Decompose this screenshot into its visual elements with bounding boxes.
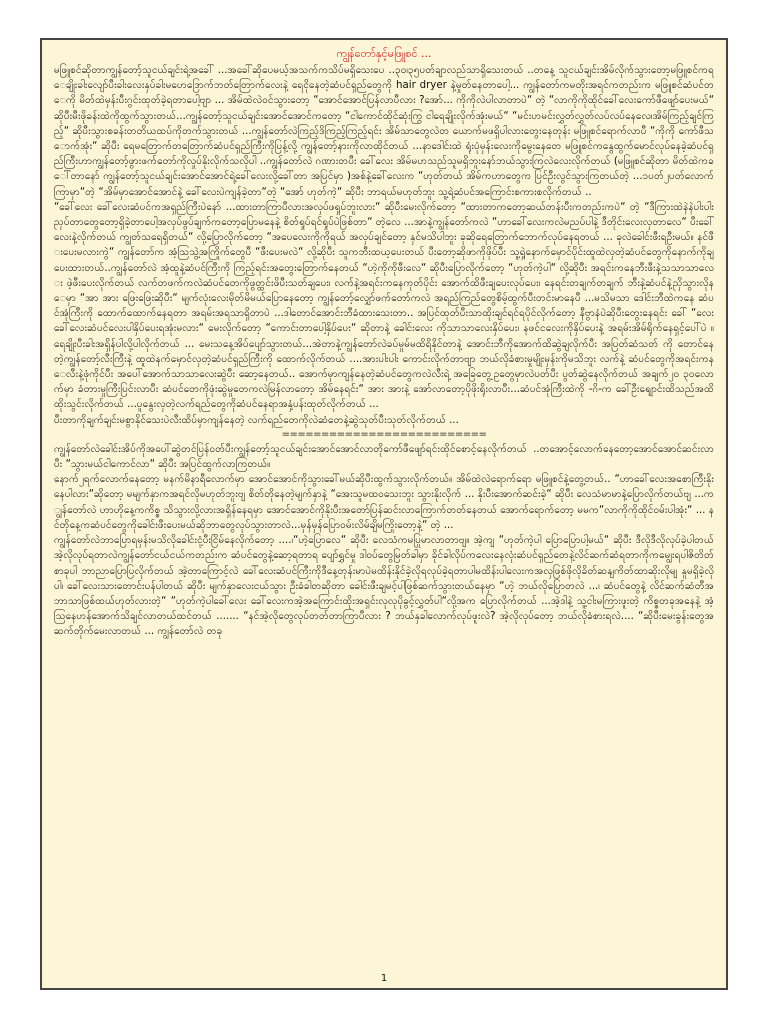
- paragraph: မဖြူစင်ဆိုတာကျွန်တော့်သူငယ်ချင်းရဲ့အခေါ် ...အခေါ်ဆိုပေမယ့်အသက်ကသိပ်မရှိသေးပေ ..၃၀၊၃၅ပတ်ချာလည်သာရှိသေးတယ် ..တနေ့ သူငယ်ချင်းအိမ်လိုက်သွားတော့မဖြူစင်ကရေချိုးခါးလျော်ပီးခါးလေးနှပ်ခါးမဟေဒြောက်ဘတ်တြောက်လေးနဲ့ ရေငိုနေတဲ့ဆံပင်ရှည်တွေကို hair dryer နဲ့မှုတ်နေတာပေါ့... ကျွန်တော်ကမတိုးအရင်ကတည်းက မဖြူစင်ဆံပင်တေကို မိတ်ထဲမှန်းပီးဂွင်းထုတ်ခဲ့ရတာပေါ့ဗျာ ... အိမ်ထဲလဲဝင်သွားတော့ “အောင်အောင်ပြန်လာပီလား ?အော်... ကိုကိုလဲပါလာတာပဲ“ တဲ့ “လာကိုကိုထိုင်ခေါ်လေးကော်ဖီဖျော်ပေးမယ်“ ဆိုပီးမီးဖိုခန်းထဲကိုထွက်သွားတယ်...ကျွန်တော့်သူငယ်ချင်းအောင်အောင်ကတော့ “ငါကောင်ထိုင်ဆုံးကြွ ငါရေချိုးလိုက်အုံးမယ်“ “မင်းဟမင်းလွှတ်လွှတ်လပ်လပ်နေလေ၊အိမ်ကြည့်ချင်ကြည့်“ ဆိုပီးသွားစခန်းတတိယထပ်ကိုတက်သွားတယ် ...ကျွန်တော်လဲကြည့်ဒိကြည့်ကြည့်ရင်း အိမ်သာတွေလဲတ ယောက်မဖရှိပါလားတွေးနေတုန်း မဖြူစင်ရောက်လာပီ “ကိုကို ကော်ဖီသောက်အုံး“ ဆိုပီး ရေမတြောက်တတြောက်ဆံပင်ရှည်ကြီးကိုပြန့်လို့ ကျွန်တော့်နားကိုလာထိုင်တယ် ...နာဒေါင်းထဲ ရုံးပုံမှန်းလေးကိုမွေးနေတေ မဖြူစင်ကနွေထွက်မောင်လုပ်နေခဲ့ဆံပင်ရှည်ကြီးဟာကျွန်တော့်ဖွားဖက်တော်ကိုလှုပ်နိုးလိုက်သလိုပါ ..ကျွန်တော်လဲ ဂဏားတပီး ခေါ်လေး အိမ်မဟသည်သူမရှိဘူးနော်ဘယ်သွားကြလဲလေးလိုက်တယ် (မဖြူစင်ဆိုတာ မိတ်ထဲကခေါ်တာနော် ကျွန်တော့်သူငယ်ချင်းအောင်အောင်ရဲ့ခေါ်လေးလို့ခေါ်တာ အပြင်မှာ )အစ်နဲ့ခေါ်လေးက “ဟုတ်တယ် အိမ်ကဟာတွေက ပြင်ဦးလွင်သွားကြတယ်တဲ့ ...၁ပတ်၂ပတ်လောက်ကြာမှာ“တဲ့ “အိမ်မှာအောင်အောင်နဲ့ ခေါ်လေးပဲကျန်ခဲ့တာ“တဲ့ “အော် ဟုတ်ကဲ့“ ဆိုပီး ဘာရယ်မဟုတ်ဘူး သူ့ရဲ့ဆံပင်အကြောင်းစကားစလိုက်တယ် ..: [54, 65, 714, 198]
- paragraph: ပီးတာကိုချက်ချင်းမစွာနိုင်သေးပဲလီးထိပ်မှာကျန်နေတဲ့ လက်ရည်တေကိုလဲဆံတေနဲ့ဆွဲသုတ်ပီးသုတ်လိုက်တယ် ...: [54, 414, 459, 426]
- paragraph: “ခေါ်လေး ခေါ်လေးဆံပင်ကအရှည်ကြီးပဲနော် ...ထားတာကြာပီလားအလှပ်ဖရှုပ်ဘူးလား“ ဆိုပီးမေးလိုက်တော့ “ထားတာကတော့ဆယ်တန်းပီးကတည်းကပဲ“ တဲ့ “ဒီကြားထဲနဲနဲပါးပါးညှပ်တာတွေတော့ရှိခဲ့တာပေါ့အလှပ်ဖွပ်ချက်ကတော့ပြောမနေနဲ့ စိတ်ရှုပ်ရင်ရှုပ်ပဲဖြစ်တာ“ တဲ့လေ ...အာနဲ့ကျွန်တော်ကလဲ “ဟာခေါ်လေးကလဲမညပ်ပါနဲ့ ဒီတိုင်းလေးလှတာလေ“ ပီးခေါ်လေးနဲ့လိုက်တယ် ကျွတ်သရေရှိတယ်“ လို့ပြောလိုက်တော့ “အပေလေးကိုကိုရယ် အလှပ်ချင်တော့ နှင်မသိပါဘူး ခုဆိုရေတြောက်ဘောက်လုပ်နေရတယ် ... ခုလဲခေါင်းဖီးရဦးမယ်။ နင်ဖီးပေးမလားကွဲ“ ကျွန်တော်က အံ့သြသွဲ့အကြိုက်တွေပီ “ဖီးပေးမလဲ“ လို့ဆိုပီး သူကဘီးထယ့ပေးတယ် ပီးတော့ဆိုဖာကိုဖိုပ်ပီး သူ့ရှဲ့နောက်မှောင်ပိုင်းထူထဲလှတဲ့ဆံပင်တွေကိုနောက်ကိုချပေးထားတယ်..ကျွန်တော်လဲ အံ့ထူနဲ့ဆံပင်ကြီးကို ကြည့်ရင်းအတွေးတြောက်နေတယ် “ဟဲ့ကိုကိုဖီးလေ“ ဆိုပီးပြောလိုက်တော့ “ဟုတ်ကဲ့ပါ“ လို့ဆိုပီး အရင်းကနေဘီးဖီးနဲ့သသာသာလေး ဖဲ့ဖီးပေးလိုက်တယ် လက်တဖက်ကလဲဆံပင်တေကိုဖွတ္ထင်းဖိပီးသတ်ချပေး၊ လက်နဲ့အရင်းကနေကုတ်ပိုင်း အောက်ထိဖီးချပေးလုပ်ပေး၊ နေရင်းတချက်တချက် ဘီးနဲ့ဆံပင်နဲ့ညှိသွားလိုနေမှာ “အာ အား ဖြေးဖြေးဆိုပီး“ မျက်လုံးလေးမိုတ်မိမယ်ပြောနေတော့ ကျွန်တော့်လျှော်ဖက်တော်ကလဲ အရည်ကြည်တွေစိမ့်ထွက်ပီးတင်းမာနေပီ ...မသိမသာ ဒေါင်းဘီထဲကနေ ဆံပင်အုံကြီးကို ထောက်ထောက်နေရတာ အရမ်းအရသာရှိတာပဲ ...ဒါတောင်အောင်းဘီခံထားသေးတာ.. အပြင်ထုတ်ပီးသာထိုးချင်ရင်ရပိုင်လိုက်တော့ နီဗွာနံပဲဆိုပီးတွေးနေရင်း ခေါ် “လေး ခေါ်လေးဆံပင်လေးပါနှိပ်ပေးရအုံးမလား“ မေးလိုက်တော့ “ကောင်းတာပေါ့နှိပ်ပေး“ ဆိုတာနဲ့ ခေါင်းလေး ကိုသာသာလေးနှိပ်ပေး၊ နဖင်ငလေးကိုနှိပ်ပေးနဲ့ အရမ်းအိမ်ရိုက်နေရှင့်ပေါ်ပဲ ။ ရေချိုးပီးခါးအရှိန်ပါလို့ပါလိုက်တယ် ... မေးသနေ့အိပ်ပျော်သွားတယ်...အဲတာနဲ့ကျွန်တော်လဲခပ်မှုမ်မထိရိနိုင်တာနဲ့ အောင်းဘီကိုအောက်ထိဆွဲချလိုက်ပီး အပြတ်ဆံသတ် ကို တောင်နေတဲ့ကျွန်တော့်လီးကြီးနဲ့ ထူထဲနက်မှောင်လှတဲ့ဆံပင်ရှည်ကြီးကို ထောက်လိုက်တယ် ....အားပါးပါး ကောင်းလိုက်တာဗျာ ဘယ်လိုခံစားမှုမျိုးမှန်းကိုမသိဘူး လက်နဲ့ ဆံပင်တွေကိုအရင်းကနေလီးနဲ့ဖုံကိုင်ပီး အပေါ်အောက်သာသာလေးဆွဲပီး ဆော့နေတယ်.. အောက်မှာကျန်နေတဲ့ဆံပင်တွေကလဲလီးရဲ့ အခြေတွေ့ဥတွေမှာလဲပတ်ပီး ပွတ်ဆွဲနေလိုက်တယ် အချက်၂၀ ၃၀လောက်မှာ ခံတားမှုကြီးပြင်းလာပီး ဆံပင်တေကိုဖုံးဆွဲမှုတေကလဲမြန်လာတော့ အိမ်နေရင်း“ အား အားနဲ့ အော်လာတော့ပိုဖိုးရိုးလာပီး...ဆံပင်အုံကြီးထဲကို -ဂိ-က ခေါ်ဦးရျောင်းထိသည်အထိထိုးသွင်းလိုက်တယ် ...ပူနွေးလှတဲ့လက်ရည်တွေကိုဆံပင်နေရာအနှံ့ပန်းထုတ်လိုက်တယ် ...: [54, 201, 714, 411]
- paragraph: နောက်၂ရက်လောက်နေတော့ မနက်မိနာရီလောက်မှာ အောင်အောင်ကိုသွားခေါ်မယ်ဆိုပီးထွက်သွားလိုက်တယ်။ အိမ်ထဲလဲရောက်ရော မဖြူစင်နဲ့တွေ့တယ်.. “ဟာခေါ်လေးအစောကြီးနိုးနေပါလား“ဆိုတော့ မမျက်နှာကအရင်လိုမဟုတ်ဘူးဗျ စိတ်တိုနေတဲ့မျက်နှာနဲ့ “အေးသူမထဝသေးဘူး သွားနိုးလိုက် ... နိုးပီးအောက်ဆင်းခဲ့“ ဆိုပီး လေသံမာမာနဲ့ပြောလိုက်တယ်ဗျ ...ကျွန်တော်လဲ ဟာဟိုနေ့ကကိစ္စ သိသွားလို့လားအရှိန်နေရမှာ အောင်အောင်ကိုနိုးပီးအတော်ပြန်ဆင်းလာကြောက်တတ်နေတယ် အောက်ရောက်တော့ မမက“လာကိုကိုထိုင်ဝမ်းပါအုံး“ ... နင်တိုနေ့ကဆံပင်တွေကိုခေါင်းဖီးပေးမယ်ဆိုဘာတွေလုပ်သွားတာလဲ...မှန်မှန်ပြောဝမ်းလိမ်ချိမကြိုးတော့နဲ့“ တဲ့ ...: [54, 474, 714, 531]
- document-title: ကျွန်တော်နှင့်မဖြူစင် ...: [336, 47, 432, 60]
- document-page: [40, 38, 728, 990]
- section-separator: ==========================: [281, 428, 487, 440]
- page-number: 1: [380, 973, 388, 984]
- paragraph: ကျွန်တော်လဲဘာပြောရမှန်းမသိလိုခေါင်းငုံ့ပီးငြိမ်နေလိုက်တော့ ....၊“ဟဲ့ပြောလေ“ ဆိုပီး လေသံကမပြုမာလာတာဗျ။ အဲ့ကျ “ဟုတ်ကဲ့ပါ ပြောပြောပါ့မယ်“ ဆိုပီး ဒီလိုဒီလိုလုပ်ခဲ့ပါတယ် အဲ့လိုလုပ်ရတာလဲကျွန်တော်ငယ်ငယ်ကတည်းက ဆံပင်တွေနဲ့ဆော့ရတာရ ပျော်ရွှင်မှု ဒါဝပ်တွေမြတ်ခါမှာ ခိုင်ခါလိုပ်ကလေးနေလုံးဆံပင်ရှည်တေနဲ့လိင်ဆက်ဆံရတာကိုကမျွေးရပါဇိတိတ်စာခုပါ ဘာညာပြောပြလိုက်တယ် အဲ့တာကြောင့်လဲ ခေါ်လေးဆံပင်ကြီးကိုဒီနေ့တုန်းမာပဲမထိန်းနိုင်ခဲ့လိုရလုပ်ခဲ့ရတာပါမထိန်းပါလေးကအလှဖြစ်ဖိုလိုခိတ်ဆနျကိတ်ထာဆိုးလိုမျ နူမရှိခဲ့လိုပါ၊ ခေါ်လေးသားတောင်းပန်ပါတယ် ဆိုပီး မျက်နှာလေးငယ်သွား ဦးခံခါတဆိုတာ ခေါင်းဖီးချမင့်ပါဖြစ်ဆက်သွားတယ်နေမှာ “ဟဲ့ ဘယ်လိုပြောတလဲ ...၊ ဆံပင်တွေနဲ့ လိင်ဆက်ဆံတီအဘာသာဖြစ်ထယ်ဟုတ်လားတဲ့“ “ဟုတ်ကဲ့ပါခေါ်လေး ခေါ်လေးကအဲ့အကြောင်းထိုးအရှင်းလုလုပိုခွင့်လွှတ်ပါ“လို့အက ပြောလိုက်တယ် ...အဲ့ဒါနဲ့ သူ့ငါးမကြား‌ဖူးတဲ့ ကိစ္စတခုအနေနဲ့ အံ့သြနေဟန်အောက်သိချင်လာတယ်ထင်တယ် ....... “နင်အဲ့လိုတွေလုပ်တတ်တာကြာပီလား ? ဘယ်နှခါလောက်လုပ်ဖူးလဲ? အဲ့လိုလုပ်တော့ ဘယ်လိုခံစားရလဲ.... “ဆိုပီးမေးခွန်းတွေအဆက်တိုက်မေးလာတယ် ... ကျွန်တော်လဲ တခု: [54, 535, 714, 638]
- paragraph: ကျွန်တော်လဲခေါင်းအိပ်ကိုအပေါ်ဆွဲတင်ပြန်ဝတ်ပီးကျွန်တော့်သူငယ်ချင်းအောင်အောင်လာတိုကော်ဖီဖျော်ရင်းထိုင်စောင့်နေလိုက်တယ် ..တအောင့်လောက်နေတော့အောင်အောင်ဆင်းလာပီး “သွားမယ်ငါကောင်လာ“ ဆိုပီး အပြင်ထွက်လာကြတယ်။: [54, 443, 714, 471]
